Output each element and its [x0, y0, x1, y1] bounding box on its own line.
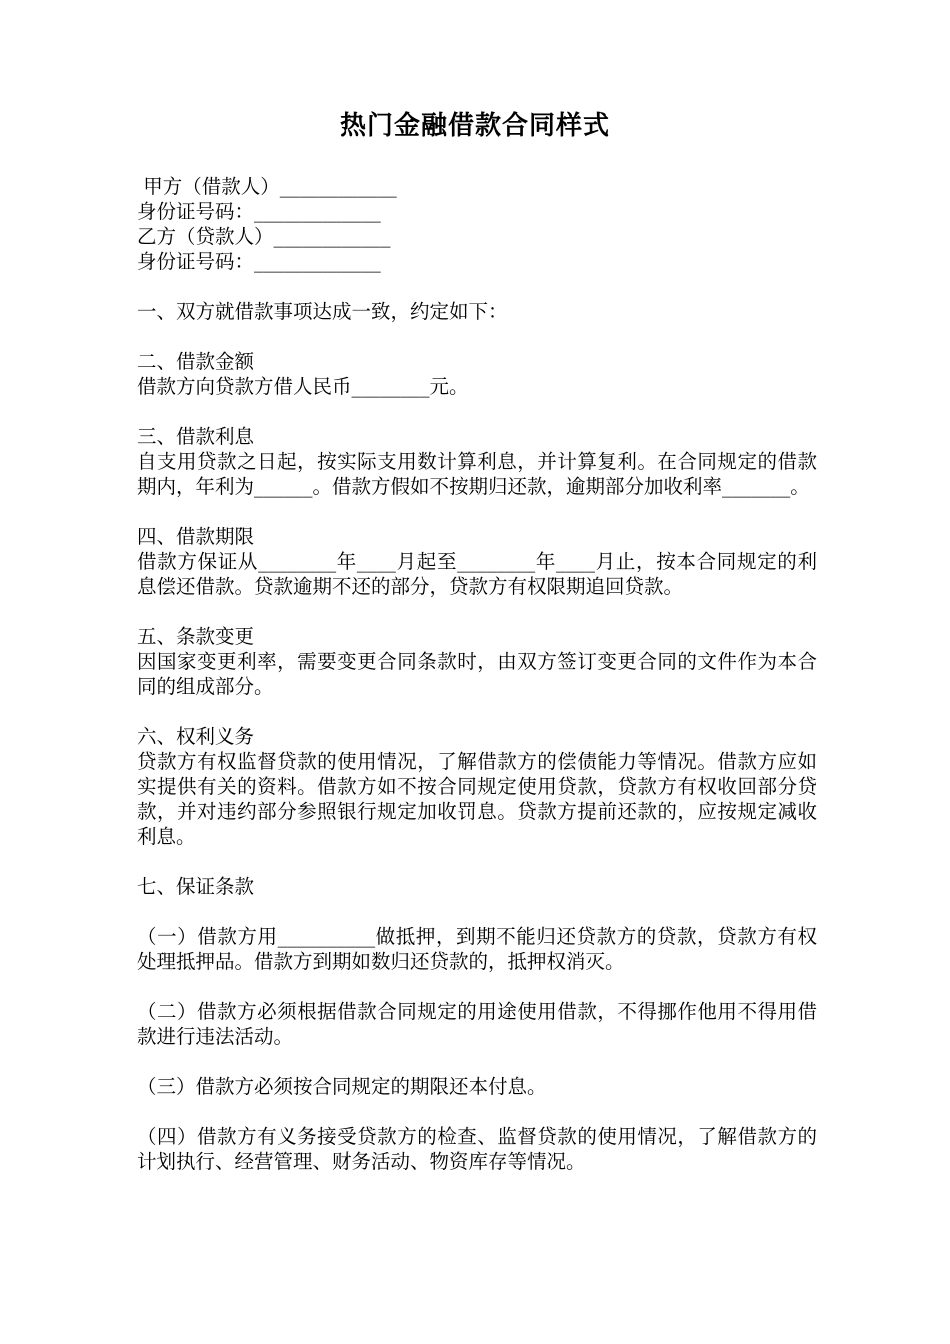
guarantee-item-4: （四）借款方有义务接受贷款方的检查、监督贷款的使用情况，了解借款方的计划执行、经营管理、财务活动、物资库存等情况。 — [137, 1125, 817, 1173]
party-b-line: 乙方（贷款人）____________ — [137, 225, 391, 248]
guarantee-item-3: （三）借款方必须按合同规定的期限还本付息。 — [137, 1075, 547, 1098]
guarantee-item-2: （二）借款方必须根据借款合同规定的用途使用借款，不得挪作他用不得用借款进行违法活动。 — [137, 1000, 817, 1048]
party-b-id-line: 身份证号码：_____________ — [137, 250, 381, 273]
section-3-heading: 三、借款利息 — [137, 425, 255, 448]
document-title: 热门金融借款合同样式 — [339, 111, 610, 141]
section-1-heading: 一、双方就借款事项达成一致，约定如下： — [137, 300, 508, 323]
guarantee-item-1: （一）借款方用__________做抵押，到期不能归还贷款方的贷款，贷款方有权处理抵押品。借款方到期如数归还贷款的，抵押权消灭。 — [137, 925, 817, 973]
section-7-heading: 七、保证条款 — [137, 875, 255, 898]
section-4-heading: 四、借款期限 — [137, 525, 255, 548]
section-2-text: 借款方向贷款方借人民币________元。 — [137, 375, 469, 398]
section-3-text: 自支用贷款之日起，按实际支用数计算利息，并计算复利。在合同规定的借款期内，年利为______。借款方假如不按期归还款，逾期部分加收利率_______。 — [137, 450, 817, 498]
section-4-text: 借款方保证从________年____月起至________年____月止，按本合同规定的利息偿还借款。贷款逾期不还的部分，贷款方有权限期追回贷款。 — [137, 550, 817, 598]
parties-block — [137, 174, 817, 274]
section-6-heading: 六、权利义务 — [137, 725, 255, 748]
section-6-text: 贷款方有权监督贷款的使用情况，了解借款方的偿债能力等情况。借款方应如实提供有关的资料。借款方如不按合同规定使用贷款，贷款方有权收回部分贷款，并对违约部分参照银行规定加收罚息。贷款方提前还款的，应按规定减收利息。 — [137, 750, 817, 848]
section-2-heading: 二、借款金额 — [137, 350, 255, 373]
section-5-text: 因国家变更利率，需要变更合同条款时，由双方签订变更合同的文件作为本合同的组成部分。 — [137, 650, 817, 698]
document-body — [137, 174, 817, 1174]
party-a-line: 甲方（借款人）____________ — [137, 175, 397, 198]
section-5-heading: 五、条款变更 — [137, 625, 255, 648]
party-a-id-line: 身份证号码：_____________ — [137, 200, 381, 223]
